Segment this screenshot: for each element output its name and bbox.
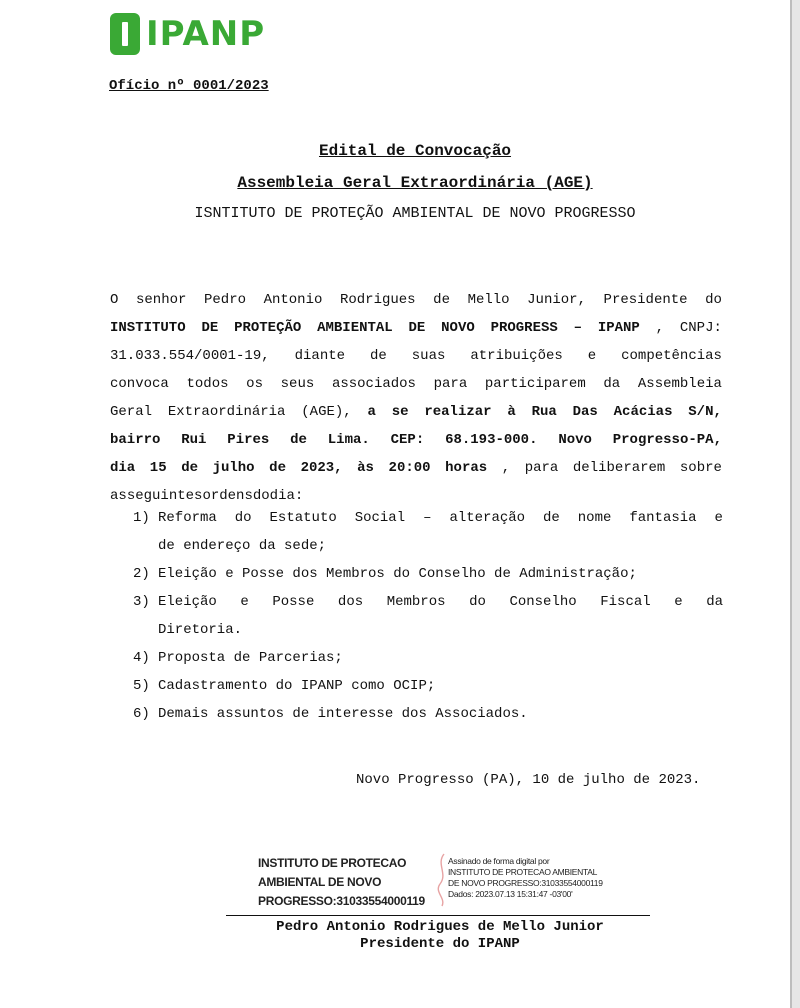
agenda-item [133,504,723,560]
body-word: para [524,460,559,476]
body-line [110,342,722,370]
body-word: Rui [181,432,207,448]
body-word: 2023, [300,460,343,476]
body-word: Progresso-PA, [612,432,722,448]
body-line [110,286,722,314]
body-word: e [587,348,597,364]
agenda-item-number: 6) [133,706,150,722]
body-word: PROTEÇÃO [234,320,302,336]
body-word: competências [621,348,722,364]
agenda-list [133,504,723,728]
document-subtitle: Assembleia Geral Extraordinária (AGE) [237,174,593,192]
logo-mark-icon [110,13,140,55]
body-word: julho [212,460,255,476]
body-word: Lima. [327,432,370,448]
agenda-item [133,560,723,588]
body-word: os [246,376,263,392]
body-word: DE [408,320,426,336]
body-word: NOVO [441,320,475,336]
agenda-item-number: 2) [133,566,150,582]
body-word: senhor [135,292,187,308]
body-line [110,454,722,482]
agenda-item-text: Demais assuntos de interesse dos Associados. [158,706,528,722]
body-word: Rua [531,404,557,420]
body-word: associados [331,376,416,392]
document-title: Edital de Convocação [318,142,512,160]
digital-signature-details: Assinado de forma digital por INSTITUTO DE PROTECAO AMBIENTAL DE NOVO PROGRESSO:31033554000119 Dados: 2023.07.13 15:31:47 -03'00' [448,856,603,899]
body-word: INSTITUTO [110,320,186,336]
body-word: Extraordinária [167,404,286,420]
body-word: Geral [110,404,153,420]
body-line [110,314,722,342]
body-word: do [705,292,722,308]
body-word: bairro [110,432,161,448]
oficio-number: Ofício nº 0001/2023 [109,78,269,94]
body-word: IPANP [597,320,640,336]
agenda-item-text: Eleição e Posse dos Membros do Conselho Fiscal e da [158,594,723,610]
body-word: 15 [149,460,167,476]
signer-name: Pedro Antonio Rodrigues de Mello Junior [276,919,604,935]
agenda-item-number: 4) [133,650,150,666]
body-word: seguintes [126,488,203,504]
body-line [110,426,722,454]
body-word: Junior, [527,292,586,308]
body-word: dia: [269,488,304,504]
body-word: , [501,460,511,476]
body-word: suas [411,348,446,364]
agenda-item-text: Proposta de Parcerias; [158,650,343,666]
institution-name: ISNTITUTO DE PROTEÇÃO AMBIENTAL DE NOVO PROGRESSO [194,205,636,222]
body-word: as [110,488,127,504]
body-word: sobre [679,460,722,476]
body-word: de [269,460,286,476]
digital-signature-name: INSTITUTO DE PROTECAO AMBIENTAL DE NOVO PROGRESSO:31033554000119 [258,856,425,908]
body-word: de [181,460,198,476]
agenda-item [133,588,723,644]
body-word: realizar [424,404,492,420]
body-word: Novo [558,432,592,448]
body-word: DE [201,320,219,336]
body-word: às [357,460,374,476]
body-word: CNPJ: [679,320,722,336]
body-word: ordens [202,488,253,504]
ipanp-logo [110,12,265,56]
body-word: todos [186,376,229,392]
body-word: convoca [110,376,169,392]
place-date: Novo Progresso (PA), 10 de julho de 2023. [356,772,701,788]
agenda-item-text: Diretoria. [158,622,243,638]
body-word: AMBIENTAL [317,320,393,336]
agenda-item [133,700,723,728]
body-word: à [507,404,516,420]
body-word: , [655,320,665,336]
body-line [110,398,722,426]
agenda-item [133,672,723,700]
body-line [110,370,722,398]
body-word: do [252,488,270,504]
signature-line [226,915,650,916]
agenda-item [133,644,723,672]
agenda-item-text: Cadastramento do IPANP como OCIP; [158,678,436,694]
signer-role: Presidente do IPANP [360,936,520,952]
body-word: Antonio [263,292,323,308]
agenda-item-text: de endereço da sede; [158,538,327,554]
body-word: Mello [467,292,510,308]
body-word: dia [110,460,136,476]
body-word: da [603,376,621,392]
body-word: participarem [484,376,586,392]
body-word: 68.193-000. [445,432,538,448]
body-word: seus [280,376,315,392]
body-word: a [367,404,376,420]
body-word: Rodrigues [339,292,416,308]
body-word: se [391,404,409,420]
body-word: diante [294,348,346,364]
body-word: atribuições [470,348,563,364]
body-word: de [290,432,307,448]
body-word: horas [445,460,488,476]
body-word: 20:00 [388,460,431,476]
agenda-item-text: Eleição e Posse dos Membros do Conselho de Administração; [158,566,637,582]
body-word: Das [572,404,598,420]
body-word: S/N, [688,404,722,420]
body-word: de [370,348,387,364]
body-word: Acácias [613,404,673,420]
body-word: deliberarem [572,460,666,476]
agenda-item-number: 3) [133,594,150,610]
body-word: Assembleia [637,376,722,392]
body-word: 31.033.554/0001-19, [110,348,270,364]
body-word: de [433,292,450,308]
logo-text: IPANP [146,14,266,54]
body-word: (AGE), [301,404,352,420]
body-word: PROGRESS [490,320,558,336]
body-word: O [110,292,119,308]
digital-signature [258,854,638,914]
body-word: Presidente [603,292,688,308]
body-word: – [573,320,583,336]
agenda-item-number: 5) [133,678,150,694]
convocation-body [110,286,722,510]
body-word: Pires [227,432,270,448]
body-word: para [433,376,468,392]
body-word: Pedro [203,292,246,308]
body-word: CEP: [390,432,425,448]
agenda-item-number: 1) [133,510,150,526]
agenda-item-text: Reforma do Estatuto Social – alteração de nome fantasia e [158,510,723,526]
